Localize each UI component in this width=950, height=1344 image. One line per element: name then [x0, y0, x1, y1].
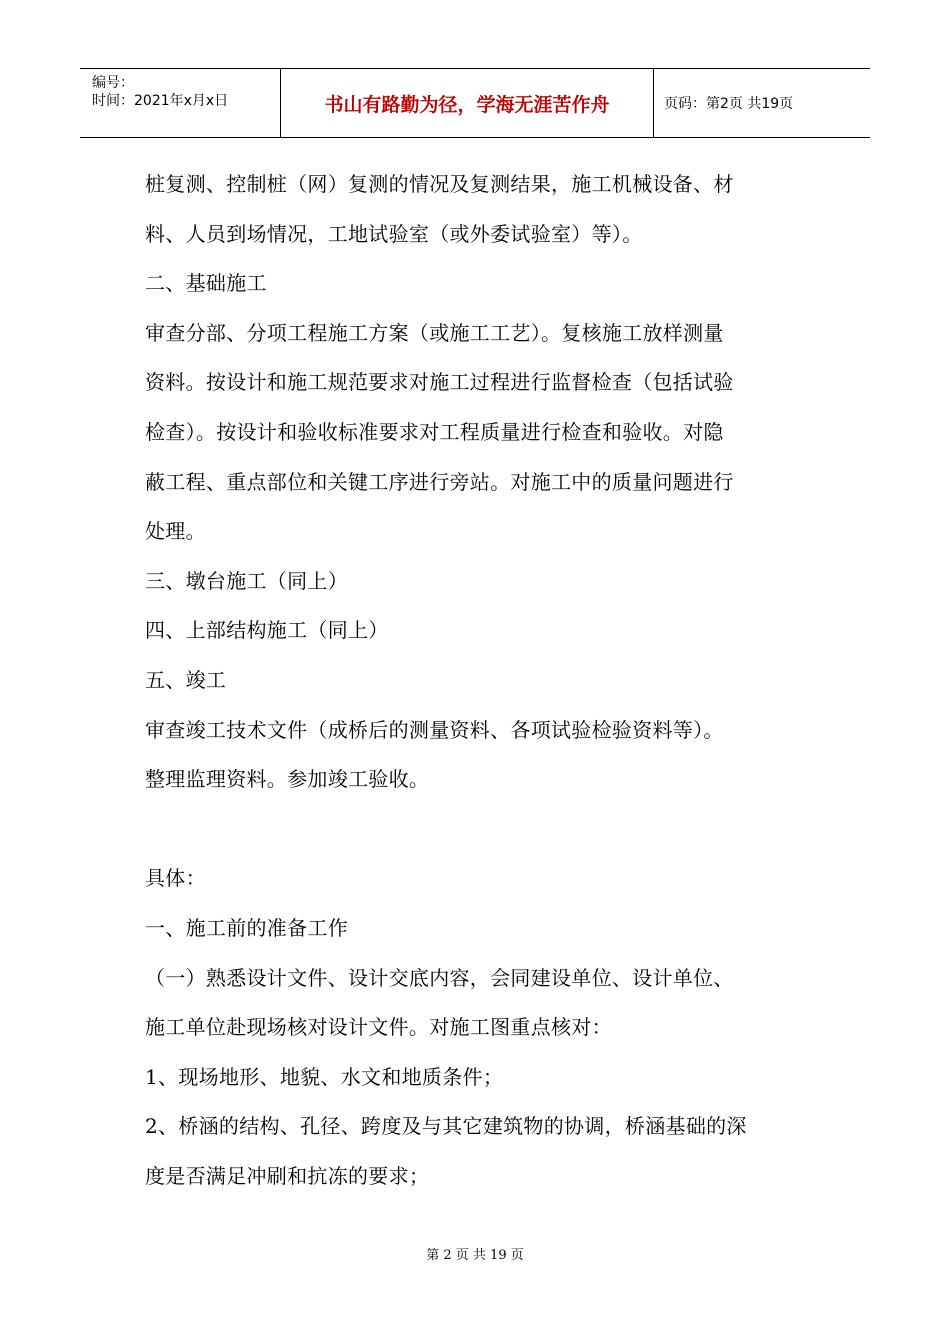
header-page-info: 页码：第2页 共19页 — [664, 96, 794, 112]
page-footer: 第 2 页 共 19 页 — [426, 1248, 524, 1263]
section-heading: 一、施工前的准备工作 — [145, 915, 348, 940]
body-line: 处理。 — [145, 519, 206, 544]
body-line: 检查）。按设计和验收标准要求对工程质量进行检查和验收。对隐 — [145, 419, 724, 444]
section-heading: 四、上部结构施工（同上） — [145, 618, 389, 643]
document-header — [80, 68, 870, 138]
section-heading: 三、墩台施工（同上） — [145, 568, 348, 593]
section-heading: 二、基础施工 — [145, 271, 267, 296]
document-body — [145, 160, 815, 1201]
body-line: 度是否满足冲刷和抗冻的要求； — [145, 1163, 430, 1188]
body-line: 料、人员到场情况，工地试验室（或外委试验室）等）。 — [145, 221, 643, 246]
body-line: 蔽工程、重点部位和关键工序进行旁站。对施工中的质量问题进行 — [145, 469, 734, 494]
body-line: （一）熟悉设计文件、设计交底内容，会同建设单位、设计单位、 — [145, 965, 734, 990]
blank-line — [145, 805, 815, 855]
section-heading: 具体： — [145, 866, 206, 891]
section-heading: 五、竣工 — [145, 667, 227, 692]
header-meta — [80, 69, 281, 137]
body-line: 资料。按设计和施工规范要求对施工过程进行监督检查（包括试验 — [145, 370, 734, 395]
document-number-label: 编号： — [92, 75, 134, 91]
body-line: 审查竣工技术文件（成桥后的测量资料、各项试验检验资料等）。 — [145, 717, 724, 742]
document-date-label: 时间：2021年x月x日 — [92, 93, 229, 109]
body-line: 审查分部、分项工程施工方案（或施工工艺）。复核施工放样测量 — [145, 320, 724, 345]
body-line: 桩复测、控制桩（网）复测的情况及复测结果，施工机械设备、材 — [145, 172, 734, 196]
body-line: 整理监理资料。参加竣工验收。 — [145, 767, 430, 792]
body-line: 施工单位赴现场核对设计文件。对施工图重点核对： — [145, 1015, 612, 1040]
header-motto: 书山有路勤为径，学海无涯苦作舟 — [281, 69, 654, 137]
list-item: 2、桥涵的结构、孔径、跨度及与其它建筑物的协调，桥涵基础的深 — [145, 1114, 747, 1139]
list-item: 1、现场地形、地貌、水文和地质条件； — [145, 1064, 504, 1089]
